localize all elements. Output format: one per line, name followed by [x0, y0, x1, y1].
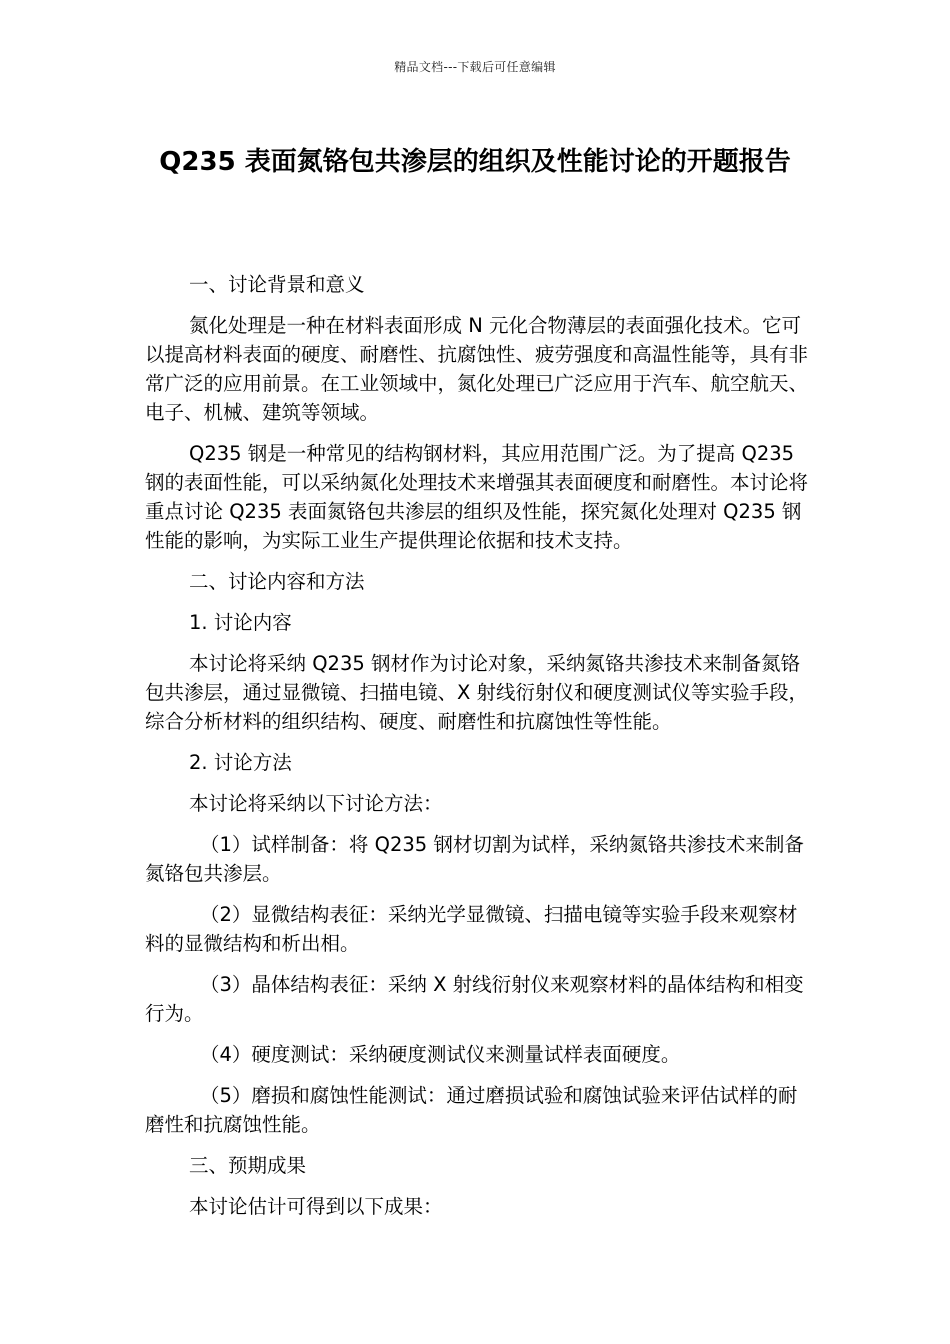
paragraph: 本讨论将采纳以下讨论方法：	[189, 792, 443, 815]
paragraph: 一、讨论背景和意义	[189, 273, 365, 296]
paragraph: 三、预期成果	[189, 1154, 307, 1177]
paragraph: 本讨论将采纳 Q235 钢材作为讨论对象，采纳氮铬共渗技术来制备氮铬包共渗层，通过显微镜、扫描电镜、X 射线衍射仪和硬度测试仪等实验手段，综合分析材料的组织结构、硬度、耐磨性和抗腐蚀性等性能。	[145, 652, 809, 733]
paragraph: 氮化处理是一种在材料表面形成 N 元化合物薄层的表面强化技术。它可以提高材料表面的硬度、耐磨性、抗腐蚀性、疲劳强度和高温性能等，具有非常广泛的应用前景。在工业领域中，氮化处理已广泛应用于汽车、航空航天、电子、机械、建筑等领域。	[145, 314, 809, 424]
paragraph: （1）试样制备：将 Q235 钢材切割为试样，采纳氮铬共渗技术来制备氮铬包共渗层。	[145, 833, 804, 885]
paragraph: （3）晶体结构表征：采纳 X 射线衍射仪来观察材料的晶体结构和相变行为。	[145, 973, 804, 1025]
document-body	[145, 270, 815, 1233]
paragraph: （5）磨损和腐蚀性能测试：通过磨损试验和腐蚀试验来评估试样的耐磨性和抗腐蚀性能。	[145, 1084, 798, 1136]
paragraph: （4）硬度测试：采纳硬度测试仪来测量试样表面硬度。	[200, 1043, 681, 1066]
page-header: 精品文档---下载后可任意编辑	[394, 60, 556, 74]
paragraph: 本讨论估计可得到以下成果：	[189, 1195, 443, 1218]
paragraph: 2. 讨论方法	[189, 751, 292, 774]
paragraph: （2）显微结构表征：采纳光学显微镜、扫描电镜等实验手段来观察材料的显微结构和析出相。	[145, 903, 798, 955]
paragraph: 1. 讨论内容	[189, 611, 292, 634]
document-title: Q235 表面氮铬包共渗层的组织及性能讨论的开题报告	[159, 147, 791, 177]
paragraph: 二、讨论内容和方法	[189, 570, 365, 593]
paragraph: Q235 钢是一种常见的结构钢材料，其应用范围广泛。为了提高 Q235 钢的表面性能，可以采纳氮化处理技术来增强其表面硬度和耐磨性。本讨论将重点讨论 Q235 表面氮铬包共渗层的组织及性能，探究氮化处理对 Q235 钢性能的影响，为实际工业生产提供理论依据和技术支持。	[145, 442, 809, 552]
